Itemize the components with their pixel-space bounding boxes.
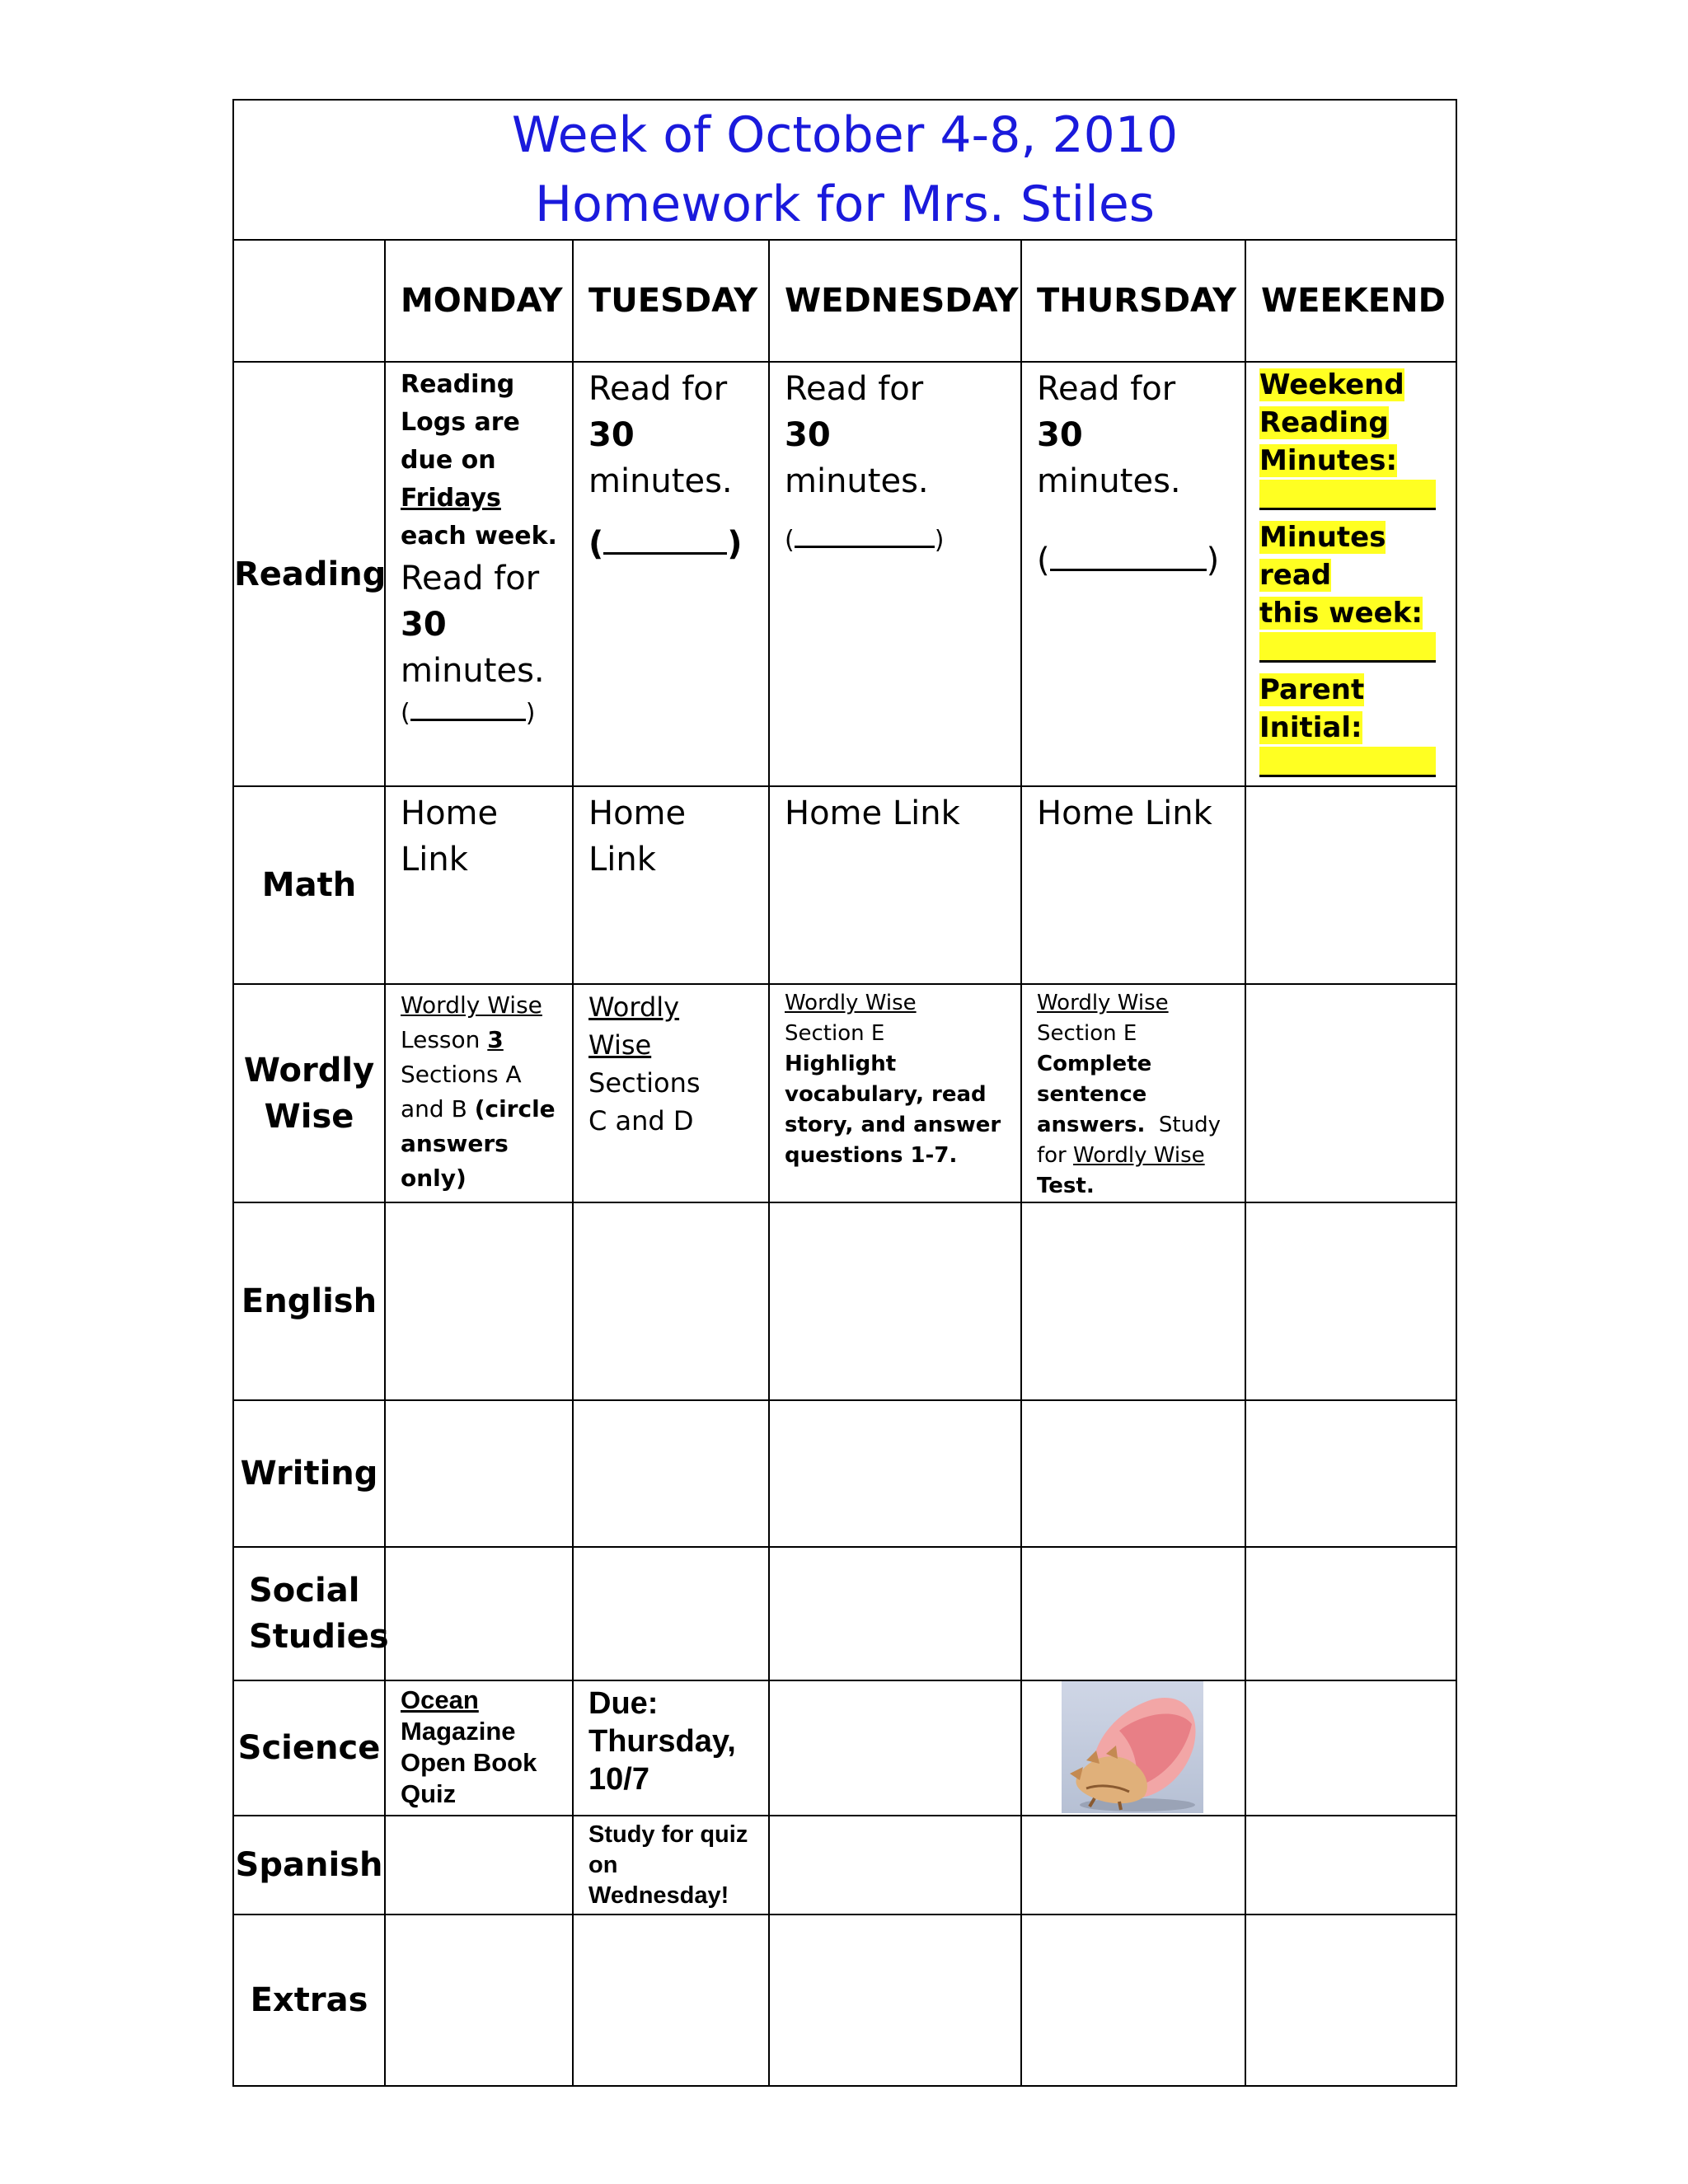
english-weekend bbox=[1245, 1202, 1456, 1400]
homework-table bbox=[232, 99, 1457, 2087]
extras-monday bbox=[385, 1915, 573, 2086]
title-teacher: Homework for Mrs. Stiles bbox=[535, 176, 1155, 233]
wordly-monday-line: Sections A bbox=[401, 1061, 522, 1088]
wordly-wednesday-line: story, and answer bbox=[785, 1113, 1001, 1137]
weekend-line: Initial: bbox=[1259, 711, 1362, 744]
science-tuesday-line: Thursday, bbox=[588, 1724, 736, 1759]
wordly-monday-line: and B (circle bbox=[401, 1095, 556, 1122]
extras-wednesday bbox=[769, 1915, 1021, 2086]
subject-social-studies-line: Studies bbox=[249, 1618, 389, 1656]
extras-thursday bbox=[1021, 1915, 1245, 2086]
science-thursday bbox=[1021, 1680, 1245, 1816]
title-cell bbox=[233, 100, 1456, 240]
math-weekend bbox=[1245, 786, 1456, 984]
reading-wednesday-line: Read for bbox=[785, 370, 924, 408]
reading-wednesday-line: minutes. bbox=[785, 462, 929, 500]
wordly-monday-line: answers bbox=[401, 1130, 509, 1157]
spanish-tuesday-line: Wednesday! bbox=[588, 1882, 729, 1909]
social-monday bbox=[385, 1547, 573, 1680]
spanish-tuesday-line: on bbox=[588, 1852, 618, 1878]
spanish-tuesday-line: Study for quiz bbox=[588, 1821, 748, 1848]
reading-tuesday-line: minutes. bbox=[588, 462, 733, 500]
wordly-tuesday bbox=[573, 984, 769, 1202]
wordly-thursday bbox=[1021, 984, 1245, 1202]
wordly-wednesday-line: Wordly Wise bbox=[785, 991, 917, 1015]
homework-sheet bbox=[232, 99, 1456, 2064]
subject-math-label: Math bbox=[261, 866, 357, 904]
writing-tuesday bbox=[573, 1400, 769, 1547]
reading-monday-line: minutes. bbox=[401, 652, 545, 690]
subject-social-studies bbox=[233, 1547, 389, 1680]
weekend-parent-initial-blank bbox=[1259, 747, 1436, 777]
reading-monday-line: due on bbox=[401, 446, 496, 475]
science-tuesday-line: Due: bbox=[588, 1686, 659, 1721]
reading-tuesday-checkbox-blank: ( ) bbox=[588, 525, 743, 563]
spanish-monday bbox=[385, 1816, 573, 1915]
social-thursday bbox=[1021, 1547, 1245, 1680]
math-wednesday: Home Link bbox=[769, 786, 1021, 984]
wordly-tuesday-line: Sections bbox=[588, 1067, 701, 1099]
science-monday-line: Ocean bbox=[401, 1685, 479, 1714]
weekend-line: Minutes read bbox=[1259, 521, 1386, 592]
reading-monday-line: each week. bbox=[401, 522, 557, 551]
subject-english-label: English bbox=[241, 1282, 377, 1320]
math-tuesday: Home Link bbox=[573, 786, 769, 984]
reading-monday-line: Logs are bbox=[401, 408, 520, 437]
subject-spanish bbox=[233, 1816, 385, 1915]
weekend-line: Weekend bbox=[1259, 368, 1404, 401]
wordly-weekend bbox=[1245, 984, 1456, 1202]
reading-thursday-line: Read for bbox=[1037, 370, 1176, 408]
reading-monday bbox=[385, 362, 573, 786]
subject-social-studies-line: Social bbox=[249, 1572, 360, 1610]
science-monday-line: Magazine bbox=[401, 1717, 516, 1746]
header-tuesday: TUESDAY bbox=[573, 240, 769, 362]
extras-tuesday bbox=[573, 1915, 769, 2086]
wordly-tuesday-line: Wordly bbox=[588, 991, 680, 1023]
reading-monday-line: Fridays bbox=[401, 484, 501, 513]
wordly-tuesday-line: C and D bbox=[588, 1105, 694, 1137]
subject-math bbox=[233, 786, 385, 984]
math-monday-line: Home bbox=[401, 794, 499, 832]
wordly-monday-line: Wordly Wise bbox=[401, 991, 542, 1019]
subject-extras-label: Extras bbox=[250, 1981, 368, 2019]
subject-english bbox=[233, 1202, 385, 1400]
social-wednesday bbox=[769, 1547, 1021, 1680]
subject-writing-label: Writing bbox=[240, 1455, 378, 1493]
spanish-wednesday bbox=[769, 1816, 1021, 1915]
wordly-thursday-line: sentence bbox=[1037, 1082, 1147, 1107]
science-monday bbox=[385, 1680, 573, 1816]
wordly-thursday-line: Wordly Wise bbox=[1037, 991, 1169, 1015]
header-weekend: WEEKEND bbox=[1245, 240, 1456, 362]
reading-monday-line: Read for bbox=[401, 560, 540, 598]
wordly-monday-line: only) bbox=[401, 1165, 467, 1192]
subject-extras bbox=[233, 1915, 385, 2086]
reading-wednesday-line: 30 bbox=[785, 416, 831, 454]
header-wednesday: WEDNESDAY bbox=[769, 240, 1021, 362]
subject-spanish-label: Spanish bbox=[235, 1846, 383, 1884]
science-tuesday bbox=[573, 1680, 769, 1816]
reading-monday-line: 30 bbox=[401, 606, 447, 644]
extras-weekend bbox=[1245, 1915, 1456, 2086]
wordly-thursday-line: answers. Study bbox=[1037, 1113, 1221, 1137]
subject-writing bbox=[233, 1400, 385, 1547]
writing-thursday bbox=[1021, 1400, 1245, 1547]
subject-wordly-wise-line: Wordly bbox=[243, 1051, 375, 1090]
wordly-thursday-line: Section E bbox=[1037, 1021, 1137, 1046]
math-thursday: Home Link bbox=[1021, 786, 1245, 984]
reading-thursday bbox=[1021, 362, 1245, 786]
wordly-wednesday-line: questions 1-7. bbox=[785, 1143, 958, 1168]
weekend-line: Parent bbox=[1259, 673, 1365, 706]
reading-monday-line: Reading bbox=[401, 370, 515, 399]
weekend-line: Minutes: bbox=[1259, 444, 1398, 477]
corner-cell bbox=[233, 240, 385, 362]
writing-wednesday bbox=[769, 1400, 1021, 1547]
wordly-monday-line: Lesson 3 bbox=[401, 1026, 504, 1053]
weekend-line: this week: bbox=[1259, 597, 1423, 630]
wordly-monday bbox=[385, 984, 573, 1202]
conch-shell-image bbox=[1062, 1681, 1203, 1813]
header-monday: MONDAY bbox=[385, 240, 573, 362]
header-thursday: THURSDAY bbox=[1021, 240, 1245, 362]
reading-tuesday-line: Read for bbox=[588, 370, 728, 408]
reading-weekend bbox=[1245, 362, 1456, 786]
spanish-tuesday bbox=[573, 1816, 769, 1915]
science-monday-line: Quiz bbox=[401, 1779, 457, 1808]
english-tuesday bbox=[573, 1202, 769, 1400]
writing-monday bbox=[385, 1400, 573, 1547]
conch-shell-icon bbox=[1062, 1681, 1203, 1813]
reading-wednesday bbox=[769, 362, 1021, 786]
math-monday bbox=[385, 786, 573, 984]
english-thursday bbox=[1021, 1202, 1245, 1400]
reading-tuesday bbox=[573, 362, 769, 786]
subject-wordly-wise bbox=[233, 984, 385, 1202]
title-week: Week of October 4-8, 2010 bbox=[511, 106, 1179, 164]
subject-science bbox=[233, 1680, 385, 1816]
english-wednesday bbox=[769, 1202, 1021, 1400]
science-monday-line: Open Book bbox=[401, 1748, 537, 1777]
writing-weekend bbox=[1245, 1400, 1456, 1547]
wordly-wednesday-line: Section E bbox=[785, 1021, 885, 1046]
social-tuesday bbox=[573, 1547, 769, 1680]
wordly-thursday-line: Test. bbox=[1037, 1174, 1095, 1198]
science-wednesday bbox=[769, 1680, 1021, 1816]
subject-wordly-wise-line: Wise bbox=[264, 1097, 354, 1136]
weekend-minutes-blank bbox=[1259, 480, 1436, 510]
spanish-thursday bbox=[1021, 1816, 1245, 1915]
reading-thursday-line: 30 minutes. bbox=[1037, 416, 1181, 500]
wordly-thursday-line: Complete bbox=[1037, 1052, 1152, 1076]
reading-thursday-checkbox-blank: ( ) bbox=[1037, 541, 1220, 579]
reading-monday-checkbox-blank: ( ) bbox=[401, 694, 564, 733]
wordly-wednesday bbox=[769, 984, 1021, 1202]
wordly-tuesday-line: Wise bbox=[588, 1029, 652, 1061]
subject-science-label: Science bbox=[237, 1729, 381, 1767]
science-weekend bbox=[1245, 1680, 1456, 1816]
subject-reading bbox=[233, 362, 385, 786]
wordly-wednesday-line: Highlight bbox=[785, 1052, 897, 1076]
wordly-thursday-line: for Wordly Wise bbox=[1037, 1143, 1205, 1168]
wordly-wednesday-line: vocabulary, read bbox=[785, 1082, 987, 1107]
social-weekend bbox=[1245, 1547, 1456, 1680]
science-tuesday-line: 10/7 bbox=[588, 1762, 649, 1797]
weekend-line: Reading bbox=[1259, 406, 1389, 439]
english-monday bbox=[385, 1202, 573, 1400]
weekend-minutes-read-blank bbox=[1259, 632, 1436, 663]
reading-wednesday-checkbox-blank: ( ) bbox=[785, 521, 1012, 560]
spanish-weekend bbox=[1245, 1816, 1456, 1915]
subject-reading-label: Reading bbox=[234, 555, 387, 593]
reading-tuesday-line: 30 bbox=[588, 416, 635, 454]
math-monday-line: Link bbox=[401, 841, 468, 879]
